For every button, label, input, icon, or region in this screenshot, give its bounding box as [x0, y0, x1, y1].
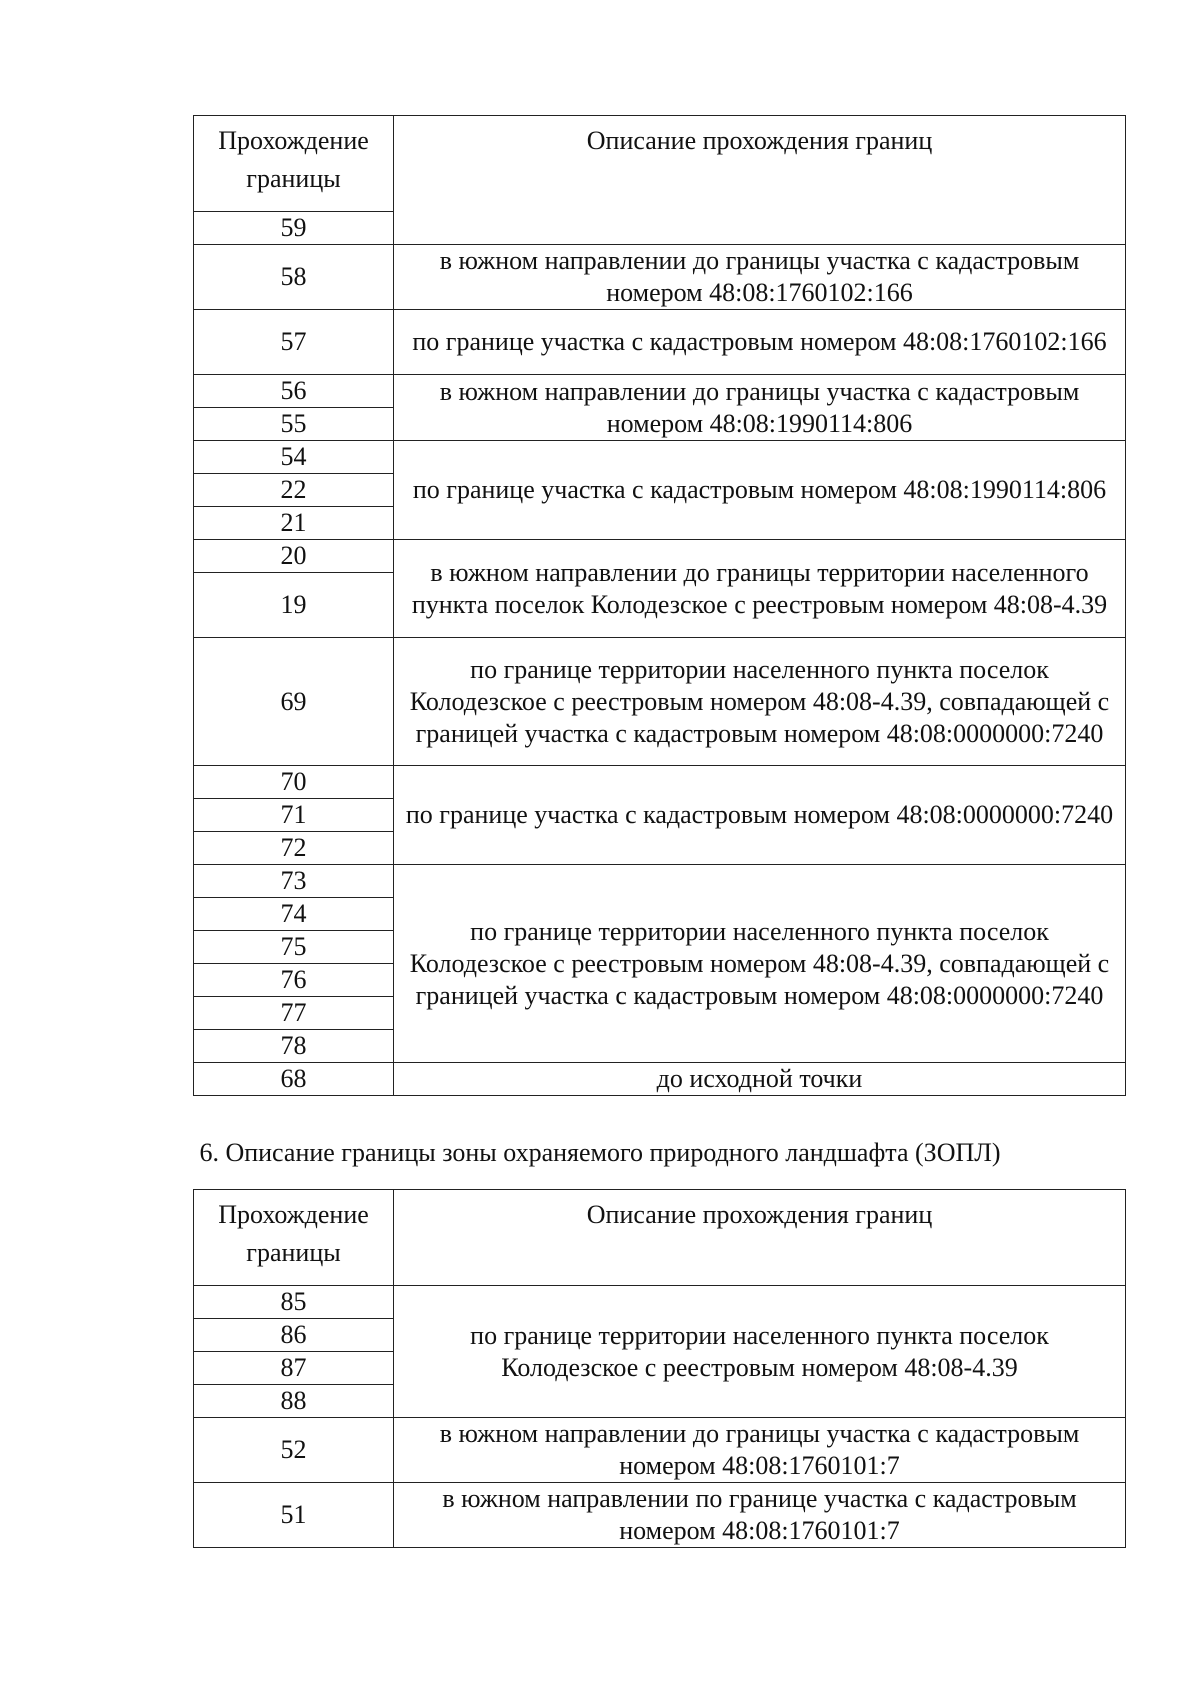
point-cell: 57 [194, 310, 394, 375]
description-cell: в южном направлении до границы территории населенного пункта поселок Колодезское с реестровым номером 48:08-4.39 [394, 540, 1126, 638]
header-point: Прохождение границы [194, 116, 394, 212]
description-cell: в южном направлении до границы участка с кадастровым номером 48:08:1990114:806 [394, 375, 1126, 441]
point-cell: 51 [194, 1483, 394, 1548]
point-cell: 21 [194, 507, 394, 540]
point-cell: 70 [194, 766, 394, 799]
point-cell: 54 [194, 441, 394, 474]
description-cell: в южном направлении по границе участка с кадастровым номером 48:08:1760101:7 [394, 1483, 1126, 1548]
description-cell: по границе территории населенного пункта поселок Колодезское с реестровым номером 48:08-4.39, совпадающей с границей участка с кадастровым номером 48:08:0000000:7240 [394, 638, 1126, 766]
point-cell: 73 [194, 865, 394, 898]
point-cell: 56 [194, 375, 394, 408]
point-cell: 52 [194, 1418, 394, 1483]
point-cell: 87 [194, 1352, 394, 1385]
point-cell: 68 [194, 1063, 394, 1096]
point-cell: 58 [194, 245, 394, 310]
description-cell: по границе территории населенного пункта поселок Колодезское с реестровым номером 48:08-4.39 [394, 1286, 1126, 1418]
point-cell: 72 [194, 832, 394, 865]
point-cell: 85 [194, 1286, 394, 1319]
header-description: Описание прохождения границ [394, 116, 1126, 245]
description-cell: в южном направлении до границы участка с кадастровым номером 48:08:1760102:166 [394, 245, 1126, 310]
point-cell: 22 [194, 474, 394, 507]
description-cell: до исходной точки [394, 1063, 1126, 1096]
boundary-table-1 [193, 115, 1126, 1096]
header-point: Прохождение границы [194, 1190, 394, 1286]
description-cell: по границе участка с кадастровым номером 48:08:1990114:806 [394, 441, 1126, 540]
section-title: 6. Описание границы зоны охраняемого природного ландшафта (ЗОПЛ) [199, 1138, 1001, 1167]
point-cell: 88 [194, 1385, 394, 1418]
point-cell: 20 [194, 540, 394, 573]
description-cell: по границе участка с кадастровым номером 48:08:1760102:166 [394, 310, 1126, 375]
point-cell: 71 [194, 799, 394, 832]
point-cell: 75 [194, 931, 394, 964]
description-cell: в южном направлении до границы участка с кадастровым номером 48:08:1760101:7 [394, 1418, 1126, 1483]
description-cell: по границе участка с кадастровым номером 48:08:0000000:7240 [394, 766, 1126, 865]
point-cell: 19 [194, 573, 394, 638]
point-cell: 69 [194, 638, 394, 766]
point-cell: 77 [194, 997, 394, 1030]
boundary-table-2 [193, 1189, 1126, 1548]
point-cell: 55 [194, 408, 394, 441]
description-cell: по границе территории населенного пункта поселок Колодезское с реестровым номером 48:08-4.39, совпадающей с границей участка с кадастровым номером 48:08:0000000:7240 [394, 865, 1126, 1063]
header-description: Описание прохождения границ [394, 1190, 1126, 1286]
point-cell: 74 [194, 898, 394, 931]
point-cell: 59 [194, 212, 394, 245]
point-cell: 78 [194, 1030, 394, 1063]
point-cell: 86 [194, 1319, 394, 1352]
point-cell: 76 [194, 964, 394, 997]
